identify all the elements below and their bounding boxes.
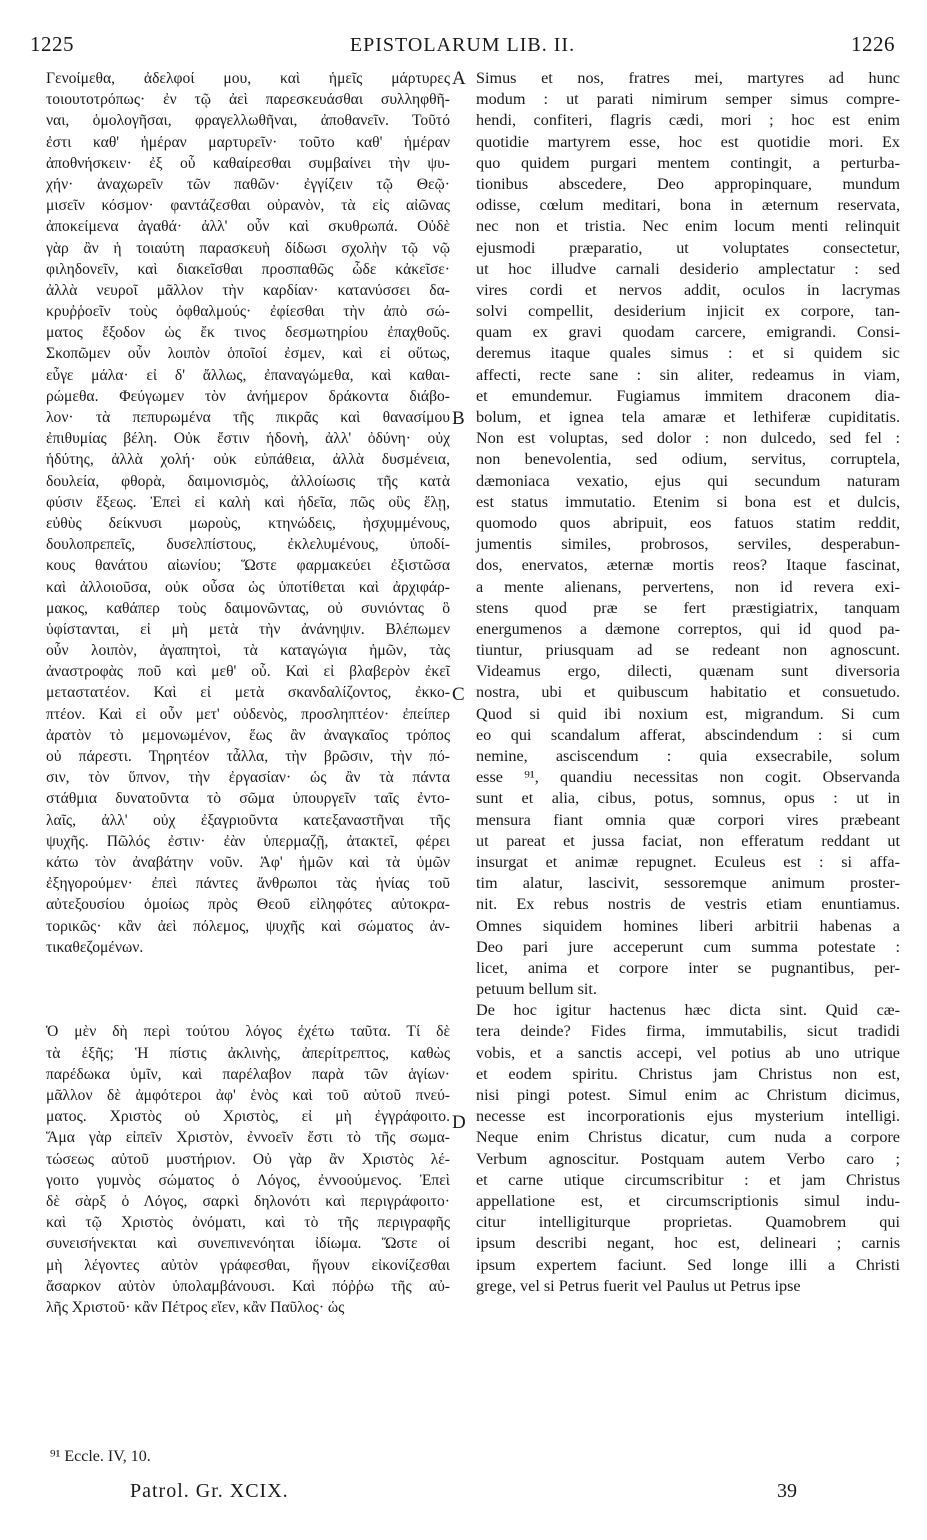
greek-line: ἀναστροφὰς ποῦ καὶ μεθ' οὗ. Καὶ εἰ βλαβερὸν ἐκεῖ xyxy=(46,663,450,681)
greek-line: γὰρ ἂν ἡ τοιαύτη παρασκευὴ δίδωσι σχολὴν τῷ νῷ xyxy=(46,239,450,257)
greek-line: τοιουτοτρόπως· ἐν τῷ ἀεὶ παρεσκευάσθαι συλληφθῆ- xyxy=(46,91,450,109)
greek-line: ἀποθνήσκειν· ἐξ οὗ καθαίρεσθαι συμβαίνει τὴν ψυ- xyxy=(46,154,450,172)
greek-line: οὖν λοιπὸν, ἀγαπητοὶ, τὰ καταγώγια ἡμῶν, τὰς xyxy=(46,642,450,660)
latin-line: ut pareat et jussa faciat, non efferatum reddant ut xyxy=(476,831,900,850)
latin-line: insurgat et animæ repugnet. Eculeus est : si affa- xyxy=(476,852,900,871)
greek-line: μακος, καθάπερ τοὺς δαιμονῶντας, οὐ συνιόντας ὃ xyxy=(46,599,450,617)
latin-line: deremus itaque quales simus : et si quidem sic xyxy=(476,344,900,363)
latin-line: eo qui scandalum afferat, abscindendum : si cum xyxy=(476,725,900,744)
latin-line: De hoc igitur hactenus hæc dicta sint. Quid cæ- xyxy=(476,1001,900,1020)
greek-line: τὰ ἑξῆς; Ἡ πίστις ἀκλινὴς, ἀπερίτρεπτος, καθὼς xyxy=(46,1044,450,1062)
latin-line: Videamus ergo, dilecti, quænam sunt diversoria xyxy=(476,662,900,681)
latin-line: licet, anima et corpore inter se pugnantibus, per- xyxy=(476,958,900,977)
greek-line: Σκοπῶμεν οὖν λοιπὸν ὁποῖοί ἐσμεν, καὶ εἰ οὕτως, xyxy=(46,345,450,363)
greek-line: μεταστατέον. Καὶ εἰ μετὰ σκανδαλίζοντος, ἐκκο- xyxy=(46,684,450,702)
greek-line: ἀλλὰ νευροῖ μᾶλλον τὴν καρδίαν· κατανύσσει δα- xyxy=(46,281,450,299)
marker-a: A xyxy=(452,68,466,89)
greek-line: δουλεία, φθορὰ, δαιμονισμὸς, ἀλλοίωσις τῆς κατὰ xyxy=(46,472,450,490)
latin-line: a mente alienans, pervertens, non id revera exi- xyxy=(476,577,900,596)
greek-line: παρέδωκα ὑμῖν, καὶ παρέλαβον παρὰ τῶν ἁγίων· xyxy=(46,1065,450,1083)
greek-line: ἀρατὸν τὸ μεμονωμένον, ἕως ἂν ἀναγκαῖος τρόπος xyxy=(46,726,450,744)
greek-line: στάθμια δυνατοῦντα τὸ σῶμα ὑπουργεῖν ταῖς ἐντο- xyxy=(46,790,450,808)
latin-line: et emundemur. Fugiamus immitem draconem dia- xyxy=(476,386,900,405)
greek-line xyxy=(46,1000,450,1021)
greek-line: ἐστι καθ' ἡμέραν μαρτυρεῖν· τοῦτο καθ' ἡμέραν xyxy=(46,133,450,151)
greek-line: λαῖς, ἀλλ' οὐχ ἐξαγριοῦντα κατεξαναστῆναι τῆς xyxy=(46,811,450,829)
greek-line: λῆς Χριστοῦ· κἂν Πέτρος εἴεν, κἂν Παῦλος· ὡς xyxy=(46,1298,345,1316)
greek-line: κάτω τὸν ἀναβάτην νοῦν. Ἀφ' ἡμῶν καὶ τὰ ὑμῶν xyxy=(46,853,450,871)
latin-line: appellatione est, et circumscriptionis simul indu- xyxy=(476,1191,900,1210)
latin-line: affecti, recte sane : sin aliter, redeamus in viam, xyxy=(476,365,900,384)
greek-line: μᾶλλον δὲ ἀμφότεροι ἀφ' ἑνὸς καὶ τοῦ αὐτοῦ πνεύ- xyxy=(46,1087,450,1104)
latin-line: ejusmodi præparatio, ut voluptates consectetur, xyxy=(476,238,900,257)
right-page-number: 1226 xyxy=(851,32,895,56)
greek-line: ἀποκείμενα ἀγαθά· ἀλλ' οὖν καὶ σκυθρωπά. Οὐδὲ xyxy=(46,218,450,236)
greek-line: εὖγε μάλα· εἰ δ' ἄλλως, ἐπαναγώμεθα, καὶ καθαι- xyxy=(46,366,450,384)
latin-line: solvi compellit, desiderium injicit ex corpore, tan- xyxy=(476,302,900,321)
latin-line: vobis, et a sanctis accepi, vel potius ab uno utrique xyxy=(476,1043,900,1062)
greek-line: ἄσαρκον αὐτὸν ὑπολαμβάνουσι. Καὶ πόῤῥω τῆς αὐ- xyxy=(46,1277,450,1295)
greek-line: τώσεως αὐτοῦ μυστήριον. Οὐ γὰρ ἂν Χριστὸς λέ- xyxy=(46,1150,450,1168)
greek-line: οὐ πάρεστι. Τηρητέον τἆλλα, τὴν βρῶσιν, τὴν πό- xyxy=(46,748,450,765)
left-page-number: 1225 xyxy=(30,32,74,56)
latin-line: stens quod præ se fert præstigiatrix, tanquam xyxy=(476,598,900,617)
latin-line: quomodo quos abripuit, eos fatuos statim reddit, xyxy=(476,513,900,532)
latin-line: tiuntur, priusquam ad se redeant non agnoscunt. xyxy=(476,641,900,660)
latin-line: tionibus abscedere, Deo appropinquare, mundum xyxy=(476,174,900,193)
marker-c: C xyxy=(452,684,465,705)
latin-line: ipsum expertem faciunt. Sed longe illi a Christi xyxy=(476,1255,900,1274)
greek-line: μισεῖν κόσμον· φαντάζεσθαι οὐρανὸν, τὰ εἰς αἰῶνας xyxy=(46,197,450,215)
latin-line: quam ex gravi quodam carcere, emigrandi. Consi- xyxy=(476,323,900,342)
latin-line: quo quidem purgari mentem contingit, a perturba- xyxy=(476,153,900,172)
greek-line: δουλοπρεπεῖς, δυσελπίστους, ἐκλελυμένους, ὑποδί- xyxy=(46,536,450,554)
greek-line: λον· τὰ πεπυρωμένα τῆς πικρᾶς καὶ θανασίμου xyxy=(46,409,450,426)
latin-line: tim alatur, lascivit, sessoremque animum proster- xyxy=(476,874,900,893)
greek-line: τορικῶς· κἂν ἀεὶ πόλεμος, ψυχῆς καὶ σώματος ἀν- xyxy=(46,917,450,935)
greek-line: αὐτεξουσίου ὁμοίως πρὸς Θεοῦ εἰληφότες αὐτοκρα- xyxy=(46,896,450,914)
greek-line xyxy=(46,979,450,1000)
latin-line: dæmoniaca vexatio, ejus qui secundum naturam xyxy=(476,471,900,490)
latin-line: nisi pingi potest. Simul enim ac Christum dicimus, xyxy=(476,1086,900,1104)
greek-line: ἡδύτης, ἀλλὰ χολή· οὐκ εὐπάθεια, ἀλλὰ δυσμένεια, xyxy=(46,451,450,469)
greek-line: καὶ ἀλλοιοῦσα, οὐκ οὖσα ὡς ὑποτίθεται καὶ ἀρχιφάρ- xyxy=(46,578,450,596)
greek-line: κρυῤῥοεῖν τοὺς ὀφθαλμούς· ἐφίεσθαι τὴν ἀπὸ σώ- xyxy=(46,303,450,321)
latin-line: nec non et tristia. Nec enim locum menti relinquit xyxy=(476,217,900,236)
greek-line: Γενοίμεθα, ἀδελφοί μου, καὶ ἡμεῖς μάρτυρες xyxy=(46,70,450,87)
latin-line: Omnes siquidem homines liberi arbitrii habenas a xyxy=(476,916,900,935)
greek-line: ρώμεθα. Φεύγωμεν τὸν ἀνήμερον δράκοντα διάβο- xyxy=(46,387,450,405)
greek-line: χήν· ἀναχωρεῖν τῶν παθῶν· ἐγγίζειν τῷ Θεῷ· xyxy=(46,175,450,193)
running-title: EPISTOLARUM LIB. II. xyxy=(349,34,576,56)
greek-line: φιληδονεῖν, καὶ διακεῖσθαι προσπαθῶς ὧδε κἀκεῖσε· xyxy=(46,260,450,278)
latin-line: energumenos a dæmone correptos, qui id quod pa- xyxy=(476,619,900,638)
latin-line: hendi, confiteri, flagris cædi, mori ; hoc est enim xyxy=(476,111,900,130)
greek-line: ψυχῆς. Πῶλός ἐστιν· ἐὰν ὑπερμαζῇ, ἀτακτεῖ, φέρει xyxy=(46,832,450,850)
latin-line: nit. Ex rebus nostris de vestris etiam enuntiamus. xyxy=(476,895,900,914)
footnote: ⁹¹ Eccle. IV, 10. xyxy=(50,1448,151,1465)
latin-line: et carne utique circumscribitur : et jam Christus xyxy=(476,1170,900,1189)
greek-line: ναι, ὁμολογῆσαι, φραγελλωθῆναι, ἀποθανεῖν. Τοῦτό xyxy=(46,112,450,130)
marker-d: D xyxy=(452,1112,466,1133)
greek-line: μὴ λέγοντες αὐτὸν γράφεσθαι, ἥγουν εἰκονίζεσθαι xyxy=(46,1256,450,1274)
latin-line: Quod si quid ibi noxium est, migrandum. Si cum xyxy=(476,704,900,723)
latin-line: citur intelligiturque proprietas. Quamobrem qui xyxy=(476,1213,900,1232)
latin-line: quotidie martyrem esse, hoc est quotidie mori. Ex xyxy=(476,132,900,151)
greek-line: εὐθὺς δείκνυσι μωροὺς, κτηνώδεις, ἠσχυμμένους, xyxy=(46,514,450,532)
greek-line: καὶ τῷ Χριστὸς ὀνόματι, καὶ τὸ τῆς περιγραφῆς xyxy=(46,1214,450,1232)
greek-line xyxy=(46,958,450,979)
greek-line: ἐξηγορούμεν· ἐπεὶ πάντες ἄνθρωποι τὰς ἡνίας τοῦ xyxy=(46,875,450,893)
latin-line: necesse est incorporationis ejus mysterium intelligi. xyxy=(476,1107,900,1126)
greek-line: φύσιν ἕξεως. Ἐπεὶ εἰ καλὴ καὶ ἡδεῖα, πῶς οὓς ἕλῃ, xyxy=(46,493,450,511)
latin-line: grege, vel si Petrus fuerit vel Paulus ut Petrus ipse xyxy=(476,1276,801,1295)
latin-line: odisse, cœlum meditari, bona in æternum reservata, xyxy=(476,196,900,215)
marker-b: B xyxy=(452,408,465,429)
latin-line: nostra, ubi et quibuscum habitatio et consuetudo. xyxy=(476,683,900,702)
latin-line: jumentis similes, probrosos, serviles, desperabun- xyxy=(476,535,900,554)
page-footer xyxy=(130,1480,797,1503)
latin-line: Verbum agnoscitur. Postquam autem Verbo caro ; xyxy=(476,1149,900,1168)
greek-line: πτέον. Καὶ εἰ οὖν μετ' οὐδενὸς, προσληπτέον· ἐπείπερ xyxy=(46,705,450,723)
latin-line: est status immutatio. Etenim si bona est et dulcis, xyxy=(476,492,900,511)
latin-line: petuum bellum sit. xyxy=(476,980,597,999)
greek-line: σιν, τὸν ὕπνον, τὴν ἐργασίαν· ὡς ἂν τὰ πάντα xyxy=(46,769,450,787)
greek-line: ματος. Χριστὸς οὐ Χριστὸς, εἰ μὴ ἐγγράφοιτο. xyxy=(46,1108,450,1126)
greek-line: ὑφίστανται, εἰ μὴ μετὰ τὴν ἀνάνηψιν. Βλέπωμεν xyxy=(46,620,450,638)
greek-column xyxy=(46,68,450,1318)
latin-line: modum : ut parati nimirum semper simus compre- xyxy=(476,90,900,109)
greek-line: ἐπιθυμίας βέλη. Οὐκ ἔστιν ἡδονὴ, ἀλλ' ὀδύνη· οὐχ xyxy=(46,430,450,448)
latin-line: sunt et alia, cibus, potus, somnus, opus : ut in xyxy=(476,789,900,808)
latin-line: dos, enervatos, æternæ mortis reos? Itaque fascinat, xyxy=(476,556,900,575)
latin-line: Deo pari jure acceperunt cum summa potestate : xyxy=(476,937,900,956)
greek-line: γοιτο γυμνὸς σώματος ὁ Λόγος, ἐννοούμενος. Ἐπεὶ xyxy=(46,1171,450,1189)
greek-line: κους θανάτου αἰωνίου; Ὥστε φαρμακεύει ἐξιστῶσα xyxy=(46,557,450,575)
latin-line: nemine, asciscendum : quia exsecrabile, solum xyxy=(476,747,900,765)
greek-line: ματος ἔξοδον ὡς ἔκ τινος δεσμωτηρίου ἐπαχθοῦς. xyxy=(46,324,450,342)
latin-line: Neque enim Christus dicatur, cum nuda a corpore xyxy=(476,1128,900,1147)
latin-column xyxy=(476,68,900,1297)
latin-line: Simus et nos, fratres mei, martyres ad hunc xyxy=(476,69,900,87)
latin-line: non benevolentia, sed odium, servitus, corruptela, xyxy=(476,450,900,469)
gathering-number: 39 xyxy=(777,1480,797,1502)
greek-line: Ἅμα γὰρ εἰπεῖν Χριστὸν, ἐννοεῖν ἔστι τὸ τῆς σωμα- xyxy=(46,1129,450,1147)
latin-line: esse ⁹¹, quandiu necessitas non cogit. Observanda xyxy=(476,768,900,787)
greek-line: τικαθεζομένων. xyxy=(46,938,144,956)
latin-line: ut hoc illudve carnali desiderio amplectatur : sed xyxy=(476,259,900,278)
greek-line: δὲ σὰρξ ὁ Λόγος, σαρκὶ δηλονότι καὶ περιγράφοιτο· xyxy=(46,1192,450,1210)
greek-line: συνεισήνεκται καὶ συνεπινενόηται ἰδίωμα. Ὥστε οἱ xyxy=(46,1235,450,1253)
latin-line: vires cordi et nervos addit, oculos in lacrymas xyxy=(476,280,900,299)
page-header xyxy=(30,32,895,60)
latin-line: et eodem spiritu. Christus jam Christus non est, xyxy=(476,1064,900,1083)
greek-line: Ὁ μὲν δὴ περὶ τούτου λόγος ἐχέτω ταῦτα. Τί δὲ xyxy=(46,1023,450,1041)
latin-line: mensura fiant omnia quæ corpori vires præbeant xyxy=(476,810,900,829)
collection-signature: Patrol. Gr. XCIX. xyxy=(130,1480,289,1502)
latin-line: ipsum describi negant, hoc est, delineari ; carnis xyxy=(476,1234,900,1253)
latin-line: tera deinde? Fides firma, immutabilis, sicut tradidi xyxy=(476,1022,900,1041)
latin-line: bolum, et ignea tela amaræ et lethiferæ cupiditatis. xyxy=(476,408,900,426)
latin-line: Non est voluptas, sed dolor : non dulcedo, sed fel : xyxy=(476,429,900,448)
